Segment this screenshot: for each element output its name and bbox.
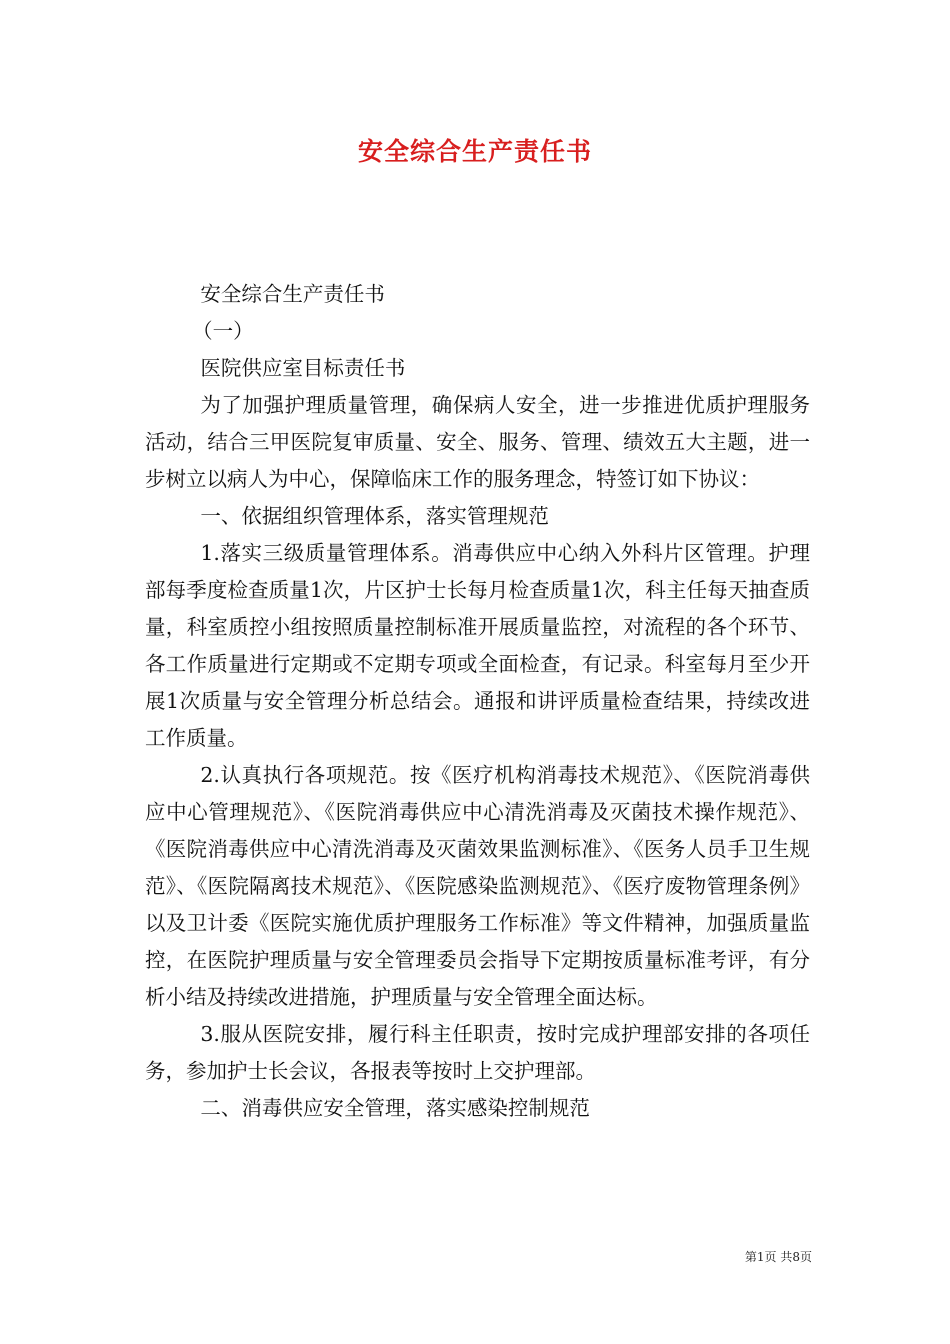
document-title: 安全综合生产责任书 — [357, 137, 592, 166]
paragraph-item-2: 2.认真执行各项规范。按《医疗机构消毒技术规范》、《医院消毒供应中心管理规范》、《医院消毒供应中心清洗消毒及灭菌技术操作规范》、《医院消毒供应中心清洗消毒及灭菌效果监测标准》、《医务人员手卫生规范》、《医院隔离技术规范》、《医院感染监测规范》、《医疗废物管理条例》以及卫计委《医院实施优质护理服务工作标准》等文件精神，加强质量监控，在医院护理质量与安全管理委员会指导下定期按质量标准考评，有分析小结及持续改进措施，护理质量与安全管理全面达标。 — [145, 763, 810, 1009]
paragraph-section-two: 二、消毒供应安全管理，落实感染控制规范 — [200, 1096, 590, 1120]
paragraph-section-number: （一） — [192, 319, 254, 343]
paragraph-item-1: 1.落实三级质量管理体系。消毒供应中心纳入外科片区管理。护理部每季度检查质量1次，片区护士长每月检查质量1次，科主任每天抽查质量，科室质控小组按照质量控制标准开展质量监控，对流程的各个环节、各工作质量进行定期或不定期专项或全面检查，有记录。科室每月至少开展1次质量与安全管理分析总结会。通报和讲评质量检查结果，持续改进工作质量。 — [145, 541, 810, 750]
paragraph-section-one: 一、依据组织管理体系，落实管理规范 — [200, 504, 549, 528]
page-number: 第1页 共8页 — [744, 1250, 812, 1264]
paragraph-heading: 安全综合生产责任书 — [200, 282, 385, 306]
document-body — [145, 276, 810, 1127]
paragraph-subtitle: 医院供应室目标责任书 — [200, 356, 406, 380]
paragraph-intro: 为了加强护理质量管理，确保病人安全，进一步推进优质护理服务活动，结合三甲医院复审质量、安全、服务、管理、绩效五大主题，进一步树立以病人为中心，保障临床工作的服务理念，特签订如下协议： — [145, 393, 810, 491]
paragraph-item-3: 3.服从医院安排，履行科主任职责，按时完成护理部安排的各项任务，参加护士长会议，各报表等按时上交护理部。 — [145, 1022, 810, 1083]
